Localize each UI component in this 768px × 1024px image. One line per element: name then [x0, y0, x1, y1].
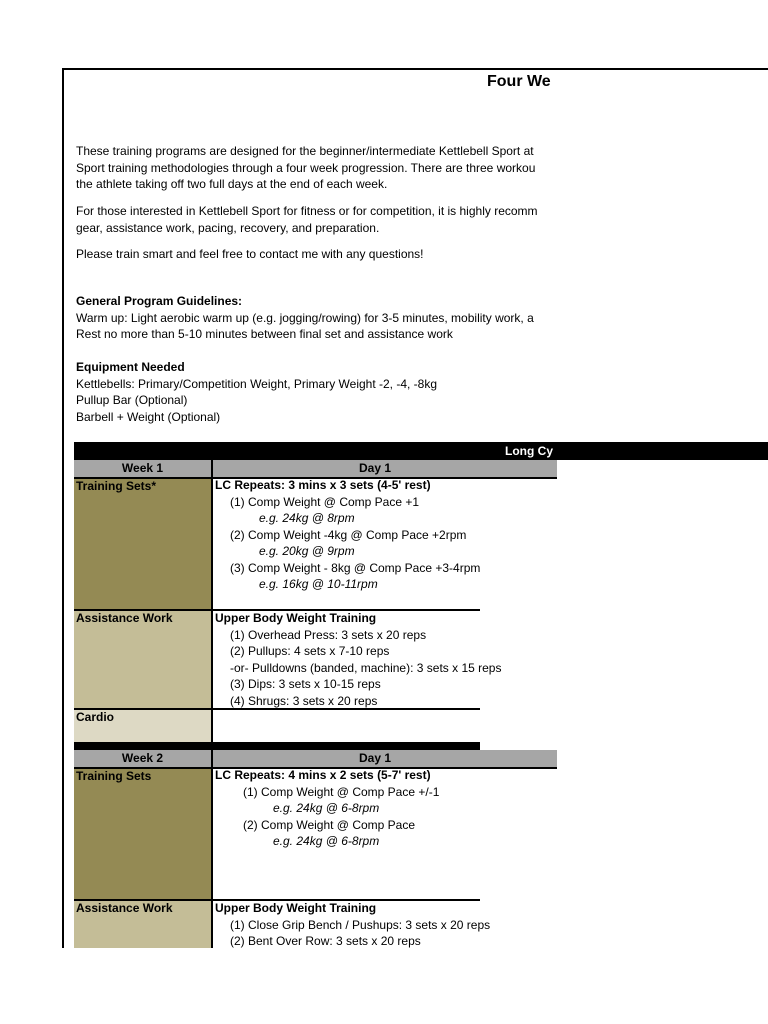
equipment-line: Barbell + Weight (Optional)	[76, 409, 221, 424]
intro-line: For those interested in Kettlebell Sport for fitness or for competition, it is highly recomm	[76, 204, 538, 218]
training-heading: LC Repeats: 4 mins x 2 sets (5-7' rest)	[215, 768, 431, 782]
week1-training-label: Training Sets*	[74, 479, 211, 609]
training-example: e.g. 24kg @ 6-8rpm	[273, 834, 380, 848]
week1-assistance-label: Assistance Work	[74, 611, 211, 708]
day-label: Day 1	[359, 461, 392, 475]
table-banner	[74, 442, 557, 460]
training-line: (1) Comp Weight @ Comp Pace +1	[230, 494, 420, 509]
column-divider	[211, 750, 213, 948]
assistance-line: (2) Bent Over Row: 3 sets x 20 reps	[230, 934, 421, 948]
week2-assistance-label: Assistance Work	[74, 901, 211, 948]
week1-training-cell	[215, 477, 480, 593]
assistance-heading: Upper Body Weight Training	[215, 901, 377, 915]
week1-assistance-cell	[215, 610, 501, 709]
training-line: (3) Comp Weight - 8kg @ Comp Pace +3-4rpm	[230, 560, 481, 575]
training-line: (2) Comp Weight @ Comp Pace	[243, 817, 416, 832]
intro-line: gear, assistance work, pacing, recovery, and preparation.	[76, 220, 380, 235]
week2-header: Week 2	[74, 750, 211, 769]
training-line: (1) Comp Weight @ Comp Pace +/-1	[243, 784, 440, 799]
day-label: Day 1	[359, 751, 392, 765]
intro-line: the athlete taking off two full days at the end of each week.	[76, 177, 388, 191]
column-divider	[211, 460, 213, 750]
training-example: e.g. 20kg @ 9rpm	[259, 544, 355, 558]
training-example: e.g. 16kg @ 10-11rpm	[259, 577, 378, 591]
intro-paragraph-3: Please train smart and feel free to contact me with any questions!	[76, 247, 424, 261]
week1-header: Week 1	[74, 460, 211, 479]
week2-training-cell	[215, 767, 439, 850]
assistance-line: -or- Pulldowns (banded, machine): 3 sets x 15 reps	[230, 660, 502, 675]
assistance-line: (4) Shrugs: 3 sets x 20 reps	[230, 693, 378, 708]
guidelines-line: Warm up: Light aerobic warm up (e.g. jogging/rowing) for 3-5 minutes, mobility work, a	[76, 310, 534, 325]
week-separator	[74, 742, 480, 750]
intro-line: Sport training methodologies through a four week progression. There are three workou	[76, 160, 536, 175]
week2-training-label: Training Sets	[74, 769, 211, 899]
equipment-section	[76, 359, 437, 425]
page-title: Four We	[487, 73, 551, 90]
training-heading: LC Repeats: 3 mins x 3 sets (4-5' rest)	[215, 478, 431, 492]
intro-line: These training programs are designed for the beginner/intermediate Kettlebell Sport at	[76, 144, 534, 158]
intro-paragraph-1	[76, 143, 535, 193]
training-example: e.g. 24kg @ 8rpm	[259, 511, 355, 525]
banner-title: Long Cy	[505, 444, 553, 458]
equipment-line: Pullup Bar (Optional)	[76, 393, 188, 407]
spreadsheet-page	[62, 68, 768, 948]
week1-cardio-label: Cardio	[74, 710, 211, 742]
assistance-line: (2) Pullups: 4 sets x 7-10 reps	[230, 644, 390, 658]
equipment-heading: Equipment Needed	[76, 360, 185, 374]
assistance-heading: Upper Body Weight Training	[215, 611, 377, 625]
equipment-line: Kettlebells: Primary/Competition Weight, Primary Weight -2, -4, -8kg	[76, 376, 438, 391]
intro-paragraph-2	[76, 203, 538, 236]
assistance-line: (1) Close Grip Bench / Pushups: 3 sets x 20 reps	[230, 917, 491, 932]
training-line: (2) Comp Weight -4kg @ Comp Pace +2rpm	[230, 527, 467, 542]
guidelines-line: Rest no more than 5-10 minutes between final set and assistance work	[76, 327, 453, 341]
week2-assistance-cell	[215, 900, 490, 948]
guidelines-heading: General Program Guidelines:	[76, 294, 243, 308]
training-example: e.g. 24kg @ 6-8rpm	[273, 801, 380, 815]
banner-extension	[557, 442, 768, 460]
visible-document-area	[64, 70, 557, 948]
guidelines-section	[76, 293, 534, 343]
assistance-line: (3) Dips: 3 sets x 10-15 reps	[230, 677, 381, 691]
assistance-line: (1) Overhead Press: 3 sets x 20 reps	[230, 627, 427, 642]
